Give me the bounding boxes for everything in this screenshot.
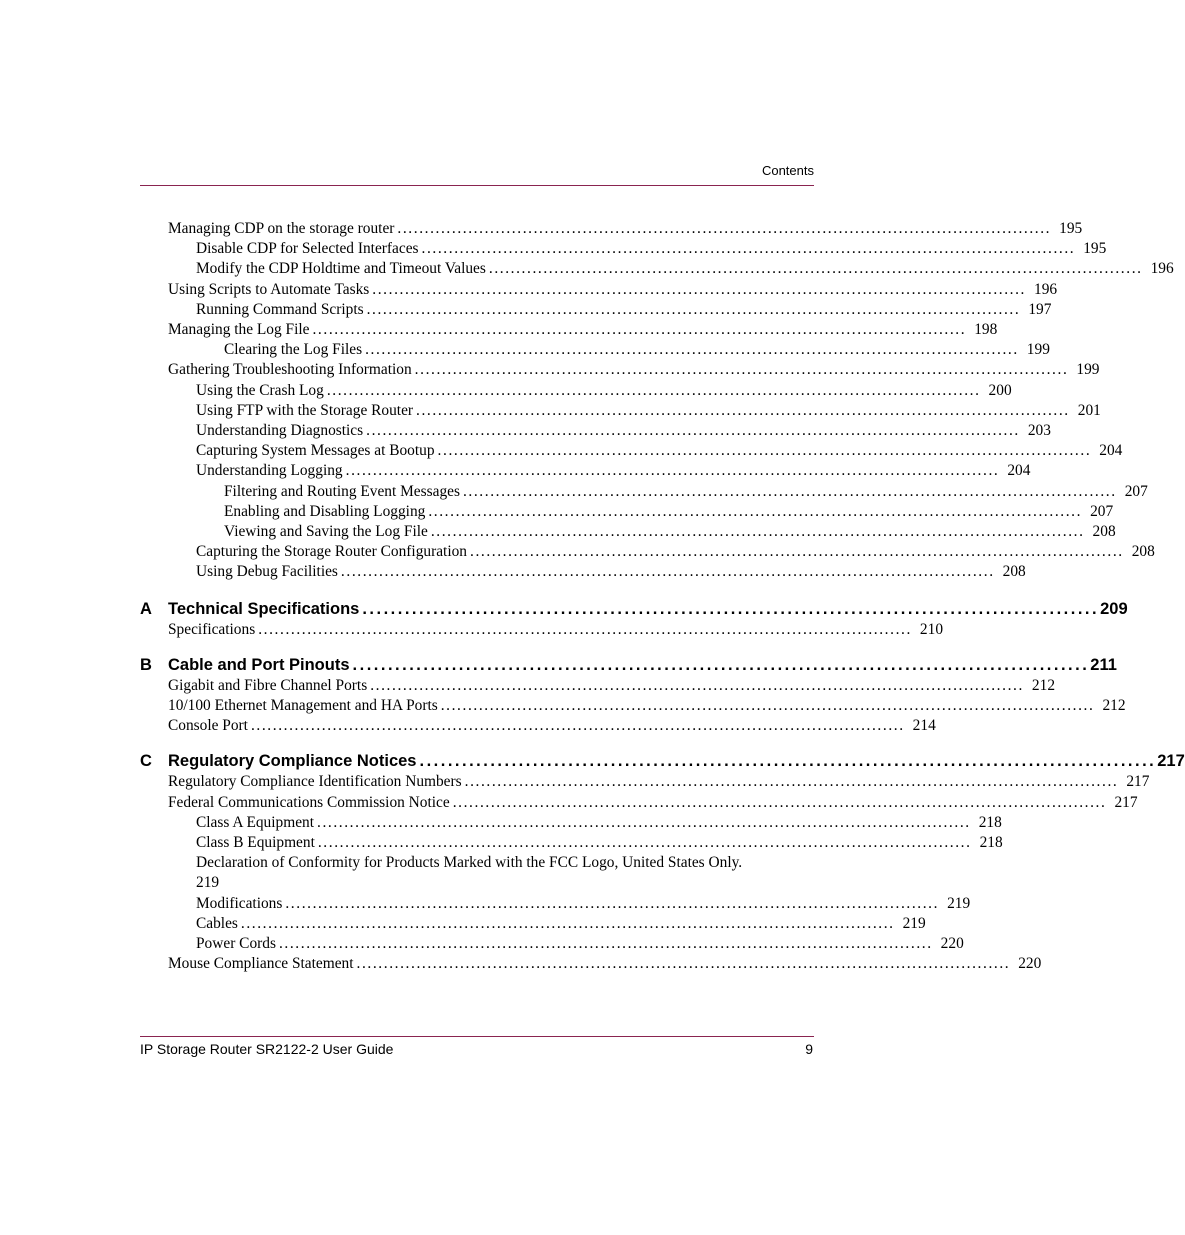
toc-entry[interactable] [140, 772, 1150, 792]
toc-entry[interactable] [140, 381, 1012, 401]
toc-entry[interactable] [140, 360, 1100, 380]
toc-entry-page: 219 [947, 894, 971, 912]
leader-dots: ........................................................................................................................ [312, 321, 967, 339]
header-rule [140, 185, 814, 186]
toc-entry[interactable] [140, 482, 1148, 502]
toc-entry-page: 199 [1026, 341, 1050, 359]
leader-dots: ........................................................................................................................ [326, 381, 981, 399]
leader-dots: ........................................................................................................................ [345, 462, 1000, 480]
appendix-c-heading[interactable] [140, 750, 1185, 772]
toc-entry-page: 208 [1131, 543, 1155, 561]
toc-entry-title: Modifications [196, 894, 283, 912]
leader-dots: ........................................................................................................................ [416, 401, 1070, 419]
toc-entry[interactable] [140, 522, 1116, 542]
toc-entry-title: Capturing System Messages at Bootup [196, 442, 435, 460]
toc-entry-title: Managing CDP on the storage router [168, 220, 395, 237]
toc-entry[interactable] [140, 853, 814, 893]
toc-entry-title: Understanding Logging [196, 462, 343, 480]
leader-dots: ........................................................................................................................ [356, 955, 1011, 973]
toc-entry-title: Clearing the Log Files [224, 341, 363, 359]
toc-entry[interactable] [140, 793, 1138, 813]
toc-entry-title: Power Cords [196, 935, 276, 953]
toc-entry[interactable] [140, 340, 1050, 360]
appendix-page: 217 [1157, 752, 1185, 771]
footer-rule [140, 1036, 814, 1037]
appendix-b-heading[interactable] [140, 654, 1117, 676]
toc-entry-title: Federal Communications Commission Notice [168, 793, 450, 811]
toc-entry-title: Using Debug Facilities [196, 563, 338, 581]
toc-entry-page: 204 [1099, 442, 1123, 460]
toc-entry-page: 204 [1007, 462, 1031, 480]
toc-entry-page: 207 [1124, 482, 1148, 500]
toc-entry-page: 199 [1076, 361, 1100, 379]
leader-dots: ........................................................................................................................ [414, 361, 1069, 379]
toc-entry-title: Understanding Diagnostics [196, 422, 364, 440]
leader-dots: ........................................................................................................................ [464, 773, 1119, 791]
table-of-contents [140, 219, 1185, 975]
toc-entry-title: Viewing and Saving the Log File [224, 523, 428, 541]
toc-entry-title: Using FTP with the Storage Router [196, 401, 414, 419]
leader-dots: ........................................................................................................................ [437, 442, 1092, 460]
leader-dots: ........................................................................................................................ [488, 260, 1143, 278]
toc-entry[interactable] [140, 716, 936, 736]
leader-dots: ........................................................................................................................ [258, 620, 912, 638]
leader-dots: ........................................................................................................................ [440, 697, 1095, 715]
toc-entry-title: Using the Crash Log [196, 381, 324, 399]
toc-entry-title: Regulatory Compliance Identification Numbers [168, 773, 462, 791]
toc-entry-page: 197 [1028, 300, 1052, 318]
leader-dots: ........................................................................................................................ [366, 300, 1021, 318]
toc-entry-page: 195 [1059, 220, 1083, 237]
leader-dots: ........................................................................................................................ [340, 563, 995, 581]
toc-entry-title: Enabling and Disabling Logging [224, 502, 426, 520]
toc-entry-page: 217 [1126, 773, 1150, 791]
leader-dots: ........................................................................................................ [352, 655, 1090, 674]
appendix-page: 209 [1100, 599, 1128, 618]
toc-entry-title: Disable CDP for Selected Interfaces [196, 240, 419, 258]
leader-dots: ........................................................................................................................ [421, 240, 1076, 258]
appendix-a-heading[interactable] [140, 598, 1128, 620]
toc-entry-page: 201 [1077, 401, 1101, 419]
leader-dots: ........................................................................................................................ [365, 341, 1019, 359]
leader-dots: ........................................................................................................................ [397, 220, 1052, 237]
running-header: Contents [761, 163, 814, 178]
appendix-title: Technical Specifications [168, 599, 360, 618]
toc-entry[interactable] [140, 280, 1058, 300]
toc-entry[interactable] [140, 676, 1056, 696]
toc-entry[interactable] [140, 542, 1155, 562]
toc-entry-title: Managing the Log File [168, 321, 310, 339]
toc-entry-title: Running Command Scripts [196, 300, 364, 318]
leader-dots: ........................................................................................................................ [250, 717, 905, 735]
toc-entry[interactable] [140, 219, 1083, 239]
toc-entry-page: 218 [979, 834, 1003, 852]
leader-dots: ........................................................................................................................ [372, 280, 1026, 298]
toc-entry-title: Declaration of Conformity for Products Marked with the FCC Logo, United States Only. [196, 854, 743, 872]
toc-entry[interactable] [140, 620, 944, 640]
leader-dots: ........................................................................................................................ [370, 676, 1024, 694]
toc-entry-page: 200 [988, 381, 1012, 399]
toc-entry-title: Gigabit and Fibre Channel Ports [168, 676, 368, 694]
toc-entry[interactable] [140, 421, 1051, 441]
toc-entry-page: 207 [1090, 502, 1114, 520]
leader-dots: ........................................................................................................................ [470, 543, 1124, 561]
toc-entry[interactable] [140, 914, 926, 934]
toc-entry-page: 198 [974, 321, 998, 339]
leader-dots: ........................................................................................................................ [366, 422, 1020, 440]
toc-entry-page: 218 [978, 813, 1002, 831]
toc-entry-page: 208 [1092, 523, 1116, 541]
toc-entry-page: 196 [1150, 260, 1174, 278]
leader-dots: ........................................................................................................................ [452, 793, 1107, 811]
toc-entry-page: 220 [940, 935, 964, 953]
leader-dots: ........................................................................................................................ [240, 914, 895, 932]
leader-dots: ........................................................................................................................ [462, 482, 1117, 500]
toc-entry-page: 220 [1018, 955, 1042, 973]
toc-entry[interactable] [140, 502, 1114, 522]
footer-document-title: IP Storage Router SR2122-2 User Guide [140, 1041, 394, 1057]
appendix-letter: A [140, 599, 152, 618]
toc-entry[interactable] [140, 934, 964, 954]
toc-entry[interactable] [140, 696, 1126, 716]
toc-entry-page: 219 [196, 874, 220, 892]
toc-entry-title: Using Scripts to Automate Tasks [168, 280, 370, 298]
leader-dots: ........................................................................................................ [362, 599, 1100, 618]
toc-entry[interactable] [140, 813, 1002, 833]
toc-entry-page: 212 [1031, 676, 1056, 694]
toc-entry[interactable] [140, 300, 1052, 320]
appendix-letter: C [140, 752, 152, 771]
toc-entry[interactable] [140, 401, 1101, 421]
toc-entry-page: 210 [919, 620, 944, 638]
leader-dots: ........................................................................................................................ [430, 523, 1085, 541]
appendix-title: Cable and Port Pinouts [168, 655, 350, 674]
toc-entry[interactable] [140, 562, 1026, 582]
toc-entry[interactable] [140, 833, 1003, 853]
toc-entry-title: Class B Equipment [196, 834, 315, 852]
toc-entry-page: 195 [1083, 240, 1107, 258]
toc-entry-title: Filtering and Routing Event Messages [224, 482, 460, 500]
toc-entry[interactable] [140, 441, 1123, 461]
footer-page-number: 9 [805, 1041, 813, 1057]
appendix-letter: B [140, 655, 152, 674]
toc-entry-page: 212 [1102, 697, 1126, 715]
toc-entry-page: 217 [1114, 793, 1138, 811]
toc-entry[interactable] [140, 239, 1107, 259]
toc-entry-title: Gathering Troubleshooting Information [168, 361, 412, 379]
toc-entry-page: 196 [1034, 280, 1058, 298]
toc-entry-title: Modify the CDP Holdtime and Timeout Values [196, 260, 486, 278]
toc-entry-title: Mouse Compliance Statement [168, 955, 354, 973]
toc-entry-title: Class A Equipment [196, 813, 314, 831]
toc-entry-title: Capturing the Storage Router Configuration [196, 543, 467, 561]
appendix-page: 211 [1090, 655, 1117, 674]
appendix-title: Regulatory Compliance Notices [168, 752, 417, 771]
toc-entry-title: 10/100 Ethernet Management and HA Ports [168, 697, 438, 715]
leader-dots: ........................................................................................................................ [317, 813, 971, 831]
leader-dots: ........................................................................................................................ [278, 935, 933, 953]
leader-dots: ........................................................................................................................ [285, 894, 940, 912]
toc-entry[interactable] [140, 894, 971, 914]
toc-entry-title: Console Port [168, 717, 248, 735]
toc-entry[interactable] [140, 954, 1042, 974]
toc-entry[interactable] [140, 259, 1174, 279]
leader-dots: ........................................................................................................................ [428, 502, 1083, 520]
toc-entry-page: 219 [902, 914, 926, 932]
toc-entry[interactable] [140, 320, 998, 340]
toc-entry-page: 208 [1002, 563, 1026, 581]
leader-dots: ........................................................................................................ [419, 752, 1157, 771]
toc-entry-title: Specifications [168, 620, 256, 638]
toc-entry-page: 203 [1027, 422, 1051, 440]
toc-entry-title: Cables [196, 914, 238, 932]
toc-entry[interactable] [140, 461, 1031, 481]
leader-dots: ........................................................................................................................ [317, 834, 972, 852]
toc-entry-page: 214 [912, 717, 936, 735]
